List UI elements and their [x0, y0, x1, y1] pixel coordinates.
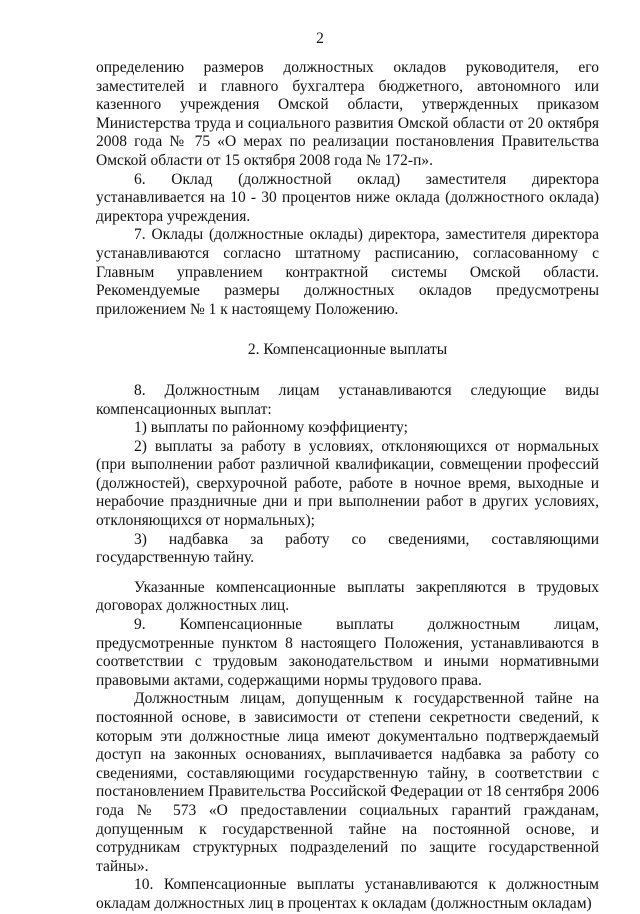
- paragraph-10: 10. Компенсационные выплаты устанавливаются к должностным окладам должностных лиц в процентах к окладам (должностным окладам): [96, 876, 599, 912]
- section-2-heading: 2. Компенсационные выплаты: [247, 341, 448, 359]
- paragraph-8-note: Указанные компенсационные выплаты закрепляются в трудовых договорах должностных лиц.: [96, 578, 599, 615]
- paragraph-6: 6. Оклад (должностной оклад) заместителя директора устанавливается на 10 - 30 процентов ниже оклада (должностного оклада) директора учреждения.: [96, 170, 599, 225]
- paragraph-intro-continuation: определению размеров должностных окладов руководителя, его заместителей и главного бухгалтера бюджетного, автономного или казенного учреждения Омской области, утвержденных приказом Министерства труда и социального развития Омской области от 20 октября 2008 года № 75 «О мерах по реализации постановления Правительства Омской области от 15 октября 2008 года № 172-п».: [96, 59, 599, 169]
- paragraph-9: 9. Компенсационные выплаты должностным лицам, предусмотренные пунктом 8 настоящего Положения, устанавливаются в соответствии с трудовым законодательством и иными нормативными правовыми актами, содержащими нормы трудового права.: [96, 616, 599, 689]
- paragraph-8-item-2: 2) выплаты за работу в условиях, отклоняющихся от нормальных (при выполнении работ различной квалификации, совмещении профессий (должностей), сверхурочной работе, работе в ночное время, выходные и нерабочие праздничные дни и при выполнении работ в других условиях, отклоняющихся от нормальных);: [96, 437, 599, 530]
- paragraph-9-state-secret: Должностным лицам, допущенным к государственной тайне на постоянной основе, в зависимости от степени секретности сведений, к которым эти должностные лица имеют документально подтверждаемый доступ на законных основаниях, выплачивается надбавка за работу со сведениями, составляющими государственную тайну, в соответствии с постановлением Правительства Российской Федерации от 18 сентября 2006 года № 573 «О предоставлении социальных гарантий гражданам, допущенным к государственной тайне на постоянной основе, и сотрудникам структурных подразделений по защите государственной тайны».: [96, 690, 599, 875]
- paragraph-8-item-1: 1) выплаты по районному коэффициенту;: [134, 419, 408, 437]
- paragraph-8: 8. Должностным лицам устанавливаются следующие виды компенсационных выплат:: [96, 381, 599, 418]
- page-number: 2: [316, 30, 324, 47]
- paragraph-7: 7. Оклады (должностные оклады) директора, заместителя директора устанавливаются согласно штатному расписанию, согласованному с Главным управлением контрактной системы Омской области. Рекомендуемые размеры должностных окладов предусмотрены приложением № 1 к настоящему Положению.: [96, 226, 599, 318]
- document-body: [96, 59, 599, 914]
- paragraph-8-item-3: 3) надбавка за работу со сведениями, составляющими государственную тайну.: [96, 530, 599, 567]
